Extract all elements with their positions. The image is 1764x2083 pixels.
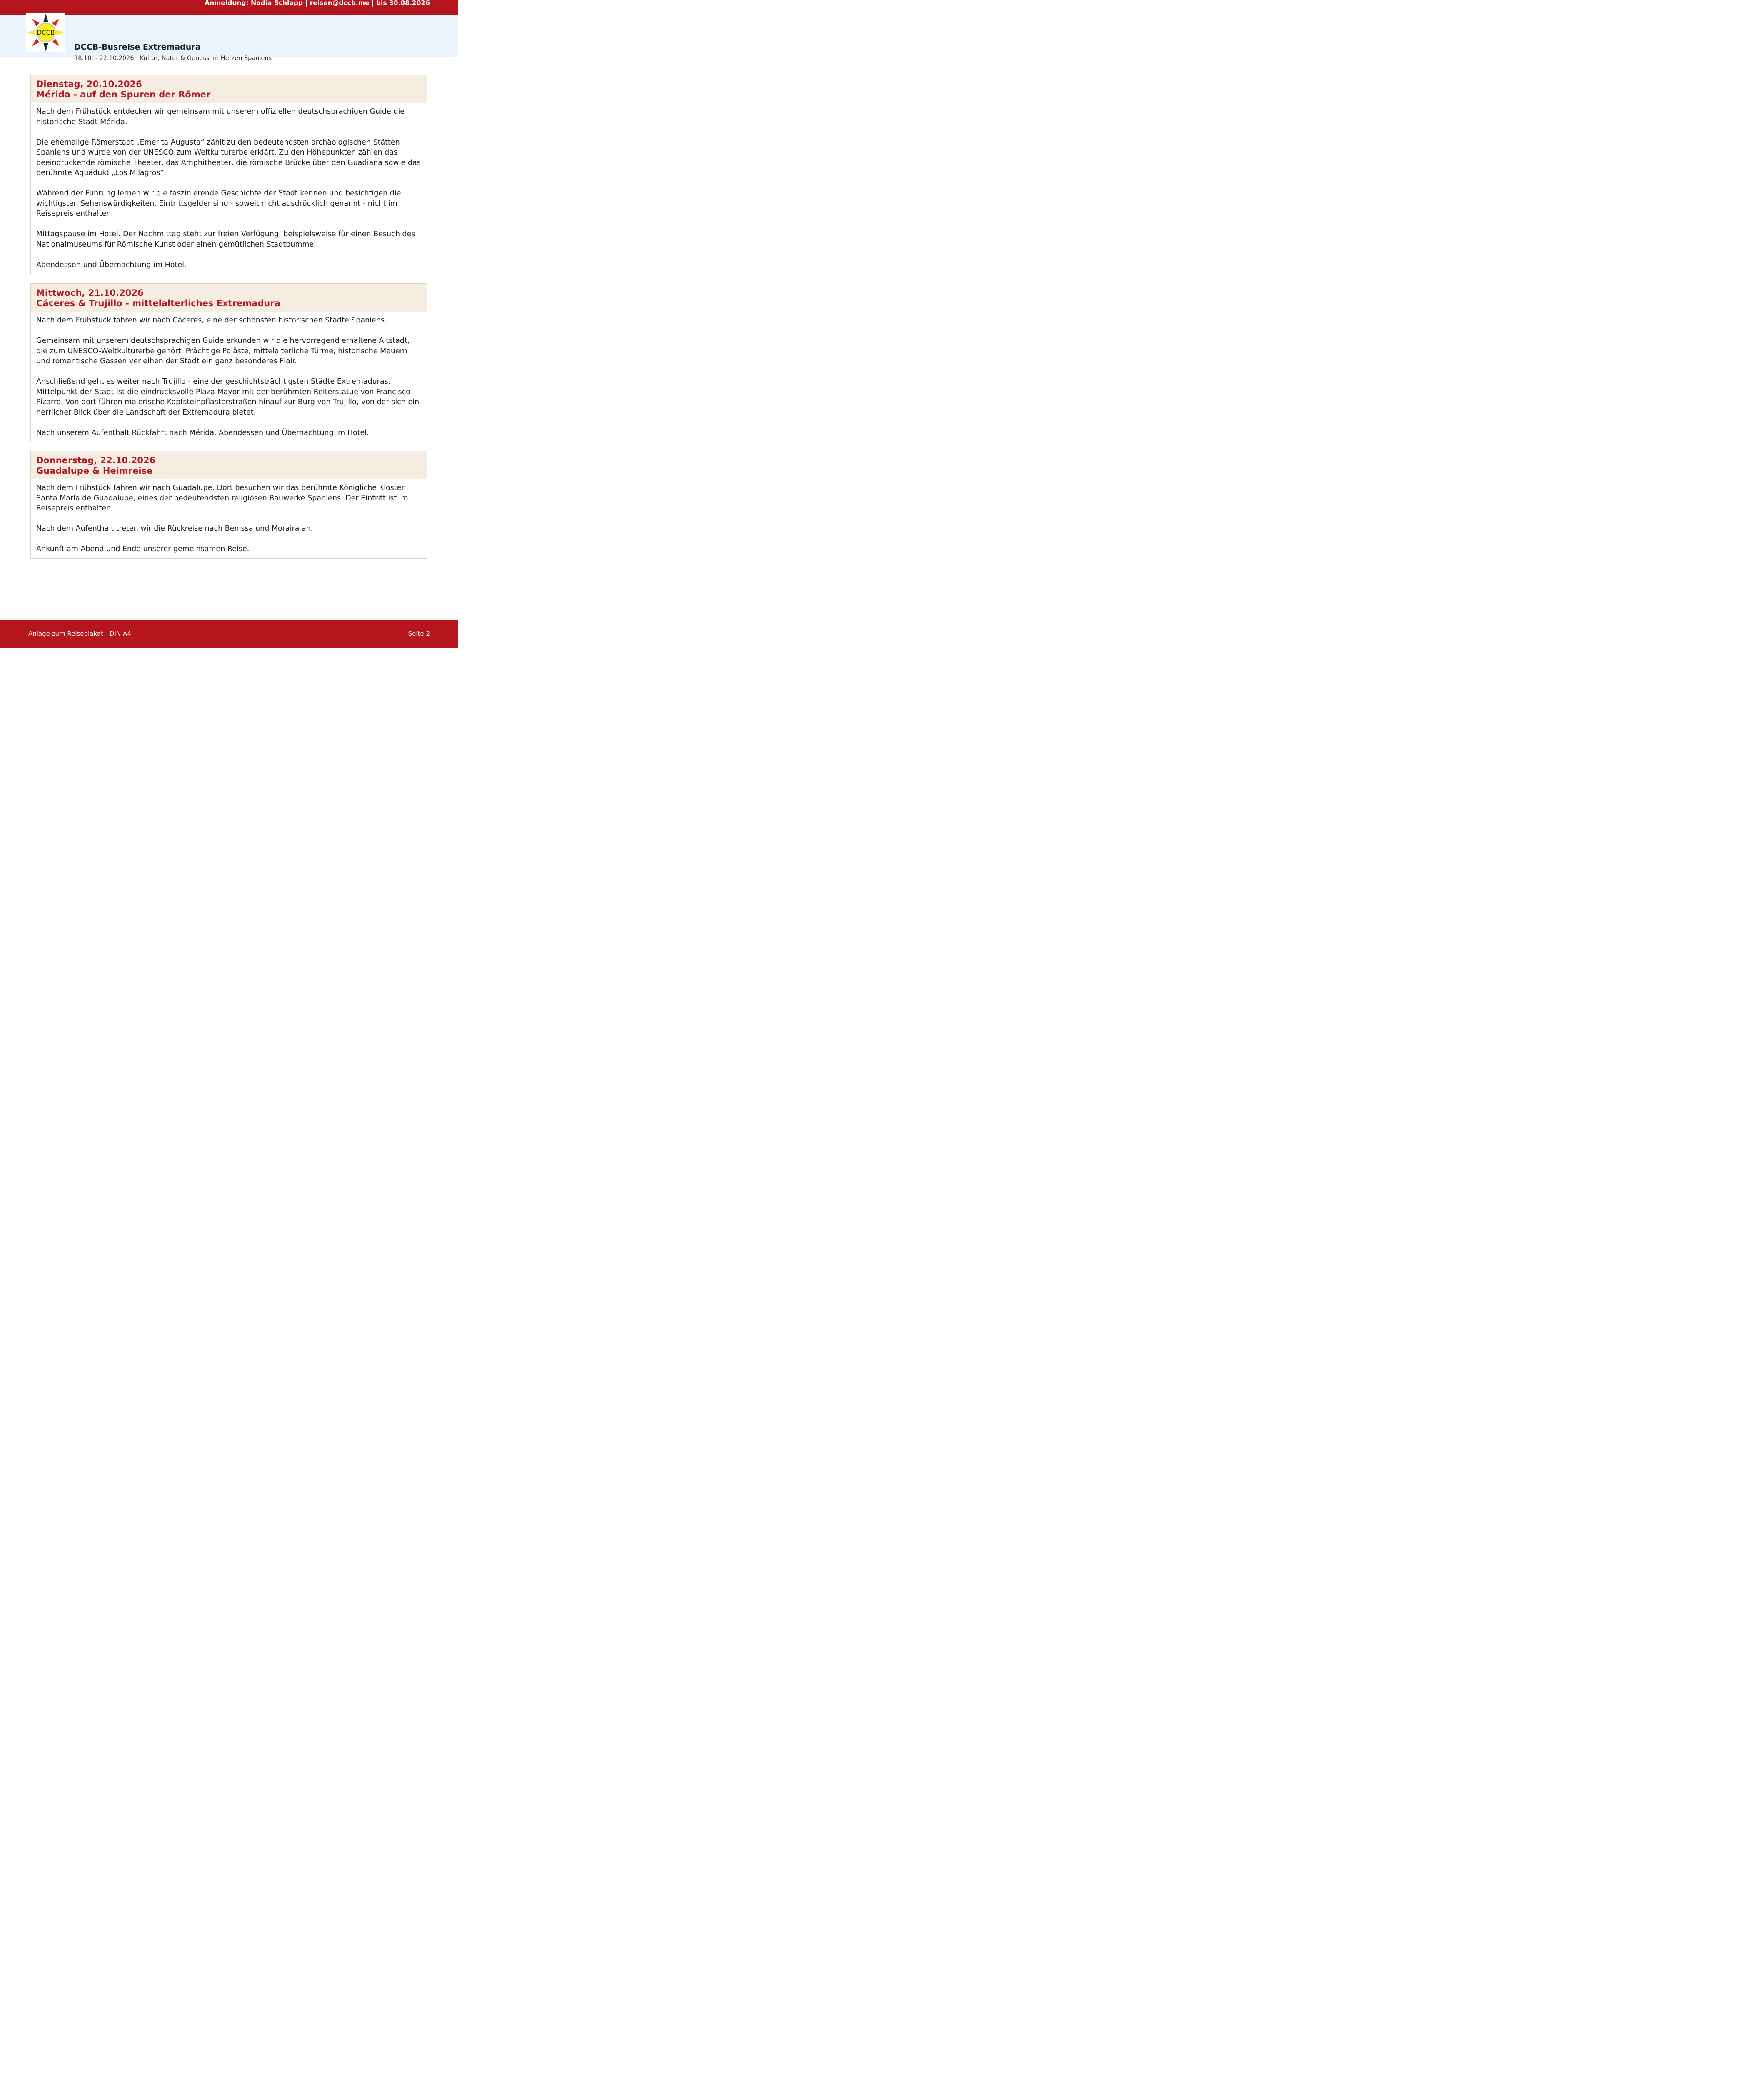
page-title: DCCB-Busreise Extremadura [74, 42, 201, 52]
day-body [31, 312, 427, 438]
day-title: Cáceres & Trujillo - mittelalterliches Extremadura [36, 298, 280, 308]
page-header [0, 15, 458, 62]
day-paragraph: Abendessen und Übernachtung im Hotel. [36, 260, 187, 269]
day-paragraph: Nach dem Frühstück entdecken wir gemeinsam mit unserem offiziellen deutschsprachigen Guide die historische Stadt Mérida. [36, 107, 405, 126]
logo-text: DCCB [37, 29, 55, 36]
compass-star-icon [26, 13, 65, 52]
page-footer [0, 620, 458, 648]
day-body [31, 479, 427, 554]
day-card-wednesday [30, 283, 427, 442]
day-paragraph: Die ehemalige Römerstadt „Emerita Augusta“ zählt zu den bedeutendsten archäologischen Stätten Spaniens und wurde von der UNESCO zum Weltkulturerbe erklärt. Zu den Höhepunkten zählen das beeindruckende römische Theater, das Amphitheater, die römische Brücke über den Guadiana sowie das berühmte Aquädukt „Los Milagros“. [36, 138, 421, 177]
day-paragraph: Gemeinsam mit unserem deutschsprachigen Guide erkunden wir die hervorragend erhaltene Altstadt, die zum UNESCO-Weltkulturerbe gehört. Prächtige Paläste, mittelalterliche Türme, historische Mauern und romantische Gassen verleihen der Stadt ein ganz besonderes Flair. [36, 337, 410, 365]
day-header [31, 75, 427, 103]
day-paragraph: Nach dem Frühstück fahren wir nach Guadalupe. Dort besuchen wir das berühmte Königliche Kloster Santa María de Guadalupe, eines der bedeutendsten religiösen Bauwerke Spaniens. Der Eintritt ist im Reisepreis enthalten. [36, 484, 408, 512]
footer-note: Anlage zum Reiseplakat - DIN A4 [28, 630, 131, 637]
top-bar [0, 0, 458, 15]
day-paragraph: Ankunft am Abend und Ende unserer gemeinsamen Reise. [36, 545, 250, 553]
day-date: Dienstag, 20.10.2026 [36, 79, 142, 89]
day-date: Mittwoch, 21.10.2026 [36, 288, 144, 298]
day-paragraph: Anschließend geht es weiter nach Trujillo - eine der geschichtsträchtigsten Städte Extremaduras. Mittelpunkt der Stadt ist die eindrucksvolle Plaza Mayor mit der berühmten Reiterstatue von Francisco Pizarro. Von dort führen malerische Kopfsteinpflasterstraßen hinauf zur Burg von Trujillo, von der sich ein herrlicher Blick über die Landschaft der Extremadura bietet. [36, 377, 420, 417]
day-date: Donnerstag, 22.10.2026 [36, 455, 156, 465]
day-header [31, 451, 427, 479]
day-paragraph: Nach unserem Aufenthalt Rückfahrt nach Mérida. Abendessen und Übernachtung im Hotel. [36, 428, 369, 437]
day-header [31, 284, 427, 312]
day-body [31, 103, 427, 270]
day-paragraph: Nach dem Aufenthalt treten wir die Rückreise nach Benissa und Moraira an. [36, 524, 313, 533]
registration-info: Anmeldung: Nadia Schlapp | reisen@dccb.me | bis 30.08.2026 [205, 0, 430, 7]
day-paragraph: Während der Führung lernen wir die faszinierende Geschichte der Stadt kennen und besichtigen die wichtigsten Sehenswürdigkeiten. Eintrittsgelder sind - soweit nicht ausdrücklich genannt - nicht im Reisepreis enthalten. [36, 189, 401, 218]
day-paragraph: Mittagspause im Hotel. Der Nachmittag steht zur freien Verfügung, beispielsweise für einen Besuch des Nationalmuseums für Römische Kunst oder einen gemütlichen Stadtbummel. [36, 230, 415, 249]
dccb-logo [26, 13, 65, 52]
day-card-thursday [30, 451, 427, 559]
day-card-tuesday [30, 75, 427, 275]
page-number: Seite 2 [408, 630, 430, 637]
day-title: Mérida - auf den Spuren der Römer [36, 90, 211, 100]
day-paragraph: Nach dem Frühstück fahren wir nach Cáceres, eine der schönsten historischen Städte Spaniens. [36, 316, 387, 325]
page-subtitle: 18.10. - 22.10.2026 | Kultur, Natur & Genuss im Herzen Spaniens [74, 55, 272, 62]
day-title: Guadalupe & Heimreise [36, 466, 153, 476]
